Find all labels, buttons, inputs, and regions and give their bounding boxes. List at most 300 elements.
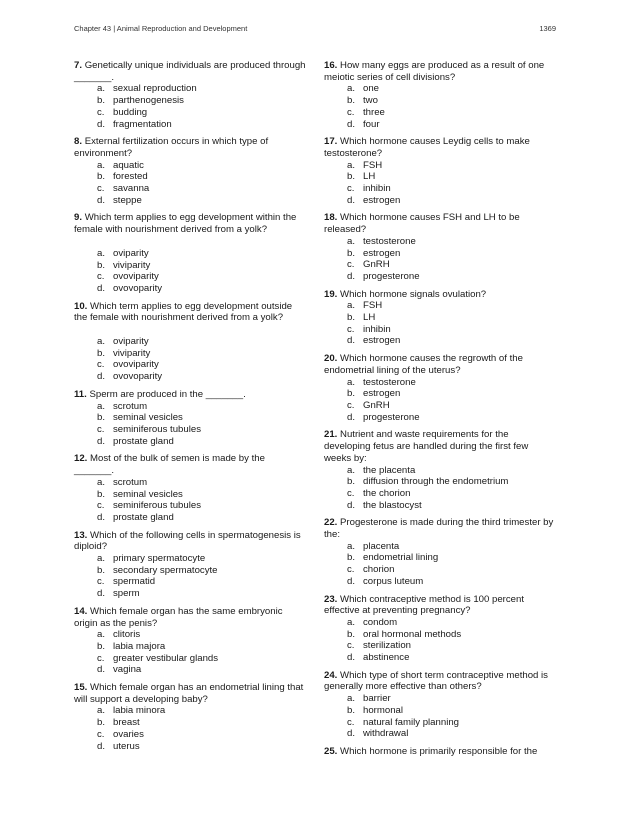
option-text: viviparity	[113, 259, 151, 271]
answer-option	[97, 195, 306, 207]
option-text: the blastocyst	[363, 499, 422, 511]
option-letter: d.	[97, 282, 106, 294]
question-number: 8.	[74, 136, 83, 148]
answer-option	[347, 236, 556, 248]
answer-option	[347, 312, 556, 324]
question-item	[324, 136, 556, 206]
question-item	[324, 60, 556, 130]
question-text: Nutrient and waste requirements for the developing fetus are handled during the first few weeks by:	[324, 429, 529, 464]
answer-option	[347, 195, 556, 207]
option-letter: b.	[347, 552, 356, 564]
option-text: barrier	[363, 693, 391, 705]
answer-option	[97, 553, 306, 565]
question-stem	[74, 606, 306, 629]
option-letter: a.	[97, 400, 106, 412]
option-text: progesterone	[363, 411, 420, 423]
option-letter: a.	[347, 376, 356, 388]
question-item	[324, 517, 556, 587]
option-text: scrotum	[113, 476, 148, 488]
option-text: parthenogenesis	[113, 95, 184, 107]
option-letter: a.	[97, 83, 106, 95]
right-column	[324, 60, 556, 764]
question-item	[74, 389, 306, 448]
answer-options	[324, 83, 556, 130]
question-text: Which hormone causes Leydig cells to make testosterone?	[324, 136, 530, 159]
answer-option	[347, 160, 556, 172]
answer-option	[347, 717, 556, 729]
answer-option	[97, 489, 306, 501]
question-stem	[74, 682, 306, 705]
option-letter: b.	[97, 347, 106, 359]
option-text: secondary spermatocyte	[113, 564, 218, 576]
option-letter: c.	[97, 576, 105, 588]
option-letter: a.	[97, 705, 106, 717]
answer-option	[97, 424, 306, 436]
option-letter: a.	[97, 159, 106, 171]
question-item	[74, 301, 306, 383]
option-text: labia majora	[113, 640, 166, 652]
option-letter: a.	[347, 616, 356, 628]
option-text: two	[363, 95, 378, 107]
option-letter: a.	[347, 83, 356, 95]
question-item	[324, 212, 556, 282]
answer-option	[347, 171, 556, 183]
option-text: progesterone	[363, 270, 420, 282]
answer-option	[347, 259, 556, 271]
answer-option	[347, 335, 556, 347]
answer-option	[97, 588, 306, 600]
answer-option	[347, 564, 556, 576]
answer-option	[97, 512, 306, 524]
option-letter: b.	[347, 95, 356, 107]
option-text: estrogen	[363, 194, 401, 206]
question-item	[74, 682, 306, 752]
answer-option	[97, 171, 306, 183]
question-stem	[74, 453, 306, 476]
question-text: Which female organ has an endometrial lining that will support a developing baby?	[74, 682, 304, 705]
question-text: Genetically unique individuals are produced through _______.	[74, 60, 306, 83]
option-text: GnRH	[363, 399, 390, 411]
answer-option	[97, 477, 306, 489]
question-stem	[324, 212, 556, 235]
answer-option	[97, 83, 306, 95]
answer-option	[347, 640, 556, 652]
question-item	[324, 289, 556, 348]
question-item	[74, 530, 306, 600]
question-stem	[324, 746, 556, 758]
option-text: sperm	[113, 588, 140, 600]
question-text: Which hormone signals ovulation?	[340, 288, 487, 300]
option-text: seminiferous tubules	[113, 423, 201, 435]
option-letter: c.	[97, 728, 105, 740]
question-number: 9.	[74, 212, 83, 224]
answer-options	[74, 248, 306, 295]
option-text: FSH	[363, 159, 383, 171]
option-letter: b.	[97, 259, 106, 271]
option-letter: c.	[347, 259, 355, 271]
answer-option	[347, 119, 556, 131]
option-letter: c.	[347, 716, 355, 728]
option-text: breast	[113, 717, 140, 729]
option-letter: d.	[347, 728, 356, 740]
answer-options	[324, 541, 556, 588]
option-letter: b.	[347, 628, 356, 640]
question-number: 21.	[324, 429, 338, 441]
question-stem	[74, 212, 306, 235]
question-text: Which of the following cells in spermatogenesis is diploid?	[74, 529, 301, 553]
option-text: uterus	[113, 740, 140, 752]
answer-option	[97, 729, 306, 741]
answer-option	[97, 260, 306, 272]
option-text: three	[363, 106, 385, 118]
option-letter: d.	[347, 335, 356, 347]
answer-option	[97, 160, 306, 172]
answer-option	[97, 248, 306, 260]
option-letter: d.	[97, 118, 106, 130]
answer-option	[97, 371, 306, 383]
option-text: prostate gland	[113, 511, 174, 523]
answer-option	[97, 271, 306, 283]
answer-options	[74, 553, 306, 600]
option-letter: b.	[347, 388, 356, 400]
option-letter: a.	[347, 300, 356, 312]
option-text: corpus luteum	[363, 575, 424, 587]
answer-options	[324, 693, 556, 740]
question-text: How many eggs are produced as a result of one meiotic series of cell divisions?	[324, 60, 545, 83]
question-text: External fertilization occurs in which type of environment?	[74, 136, 269, 159]
question-number: 15.	[74, 682, 88, 694]
option-letter: d.	[347, 118, 356, 130]
option-letter: d.	[97, 435, 106, 447]
option-text: hormonal	[363, 704, 403, 716]
option-text: aquatic	[113, 159, 144, 171]
option-letter: b.	[97, 717, 106, 729]
option-letter: c.	[347, 106, 355, 118]
option-letter: b.	[97, 95, 106, 107]
question-item	[324, 429, 556, 511]
option-letter: c.	[347, 487, 355, 499]
option-letter: d.	[347, 270, 356, 282]
answer-option	[347, 629, 556, 641]
answer-option	[347, 300, 556, 312]
answer-option	[347, 541, 556, 553]
option-letter: a.	[347, 540, 356, 552]
question-stem	[74, 389, 306, 401]
question-text: Which contraceptive method is 100 percent effective at preventing pregnancy?	[324, 593, 524, 617]
option-text: chorion	[363, 564, 395, 576]
option-text: endometrial lining	[363, 552, 439, 564]
option-letter: d.	[347, 411, 356, 423]
answer-option	[97, 500, 306, 512]
option-text: labia minora	[113, 705, 166, 717]
answer-option	[97, 412, 306, 424]
question-number: 22.	[324, 517, 338, 529]
answer-options	[324, 465, 556, 512]
option-text: fragmentation	[113, 118, 172, 130]
option-text: the placenta	[363, 464, 416, 476]
answer-option	[347, 652, 556, 664]
question-number: 12.	[74, 453, 88, 465]
left-column	[74, 60, 306, 758]
answer-option	[347, 400, 556, 412]
answer-option	[97, 107, 306, 119]
answer-option	[347, 388, 556, 400]
answer-option	[97, 717, 306, 729]
answer-option	[347, 324, 556, 336]
answer-option	[97, 336, 306, 348]
option-text: ovovoparity	[113, 371, 163, 383]
answer-options	[74, 83, 306, 130]
question-text: Which hormone causes FSH and LH to be released?	[324, 212, 520, 236]
answer-option	[97, 359, 306, 371]
answer-option	[347, 552, 556, 564]
answer-option	[347, 83, 556, 95]
question-text: Most of the bulk of semen is made by the _______.	[74, 453, 265, 477]
answer-option	[347, 617, 556, 629]
question-number: 16.	[324, 60, 338, 71]
answer-option	[347, 183, 556, 195]
option-letter: d.	[97, 740, 106, 752]
option-letter: a.	[347, 693, 356, 705]
answer-option	[347, 476, 556, 488]
option-text: estrogen	[363, 388, 401, 400]
option-text: vagina	[113, 664, 142, 676]
chapter-title: Chapter 43 | Animal Reproduction and Development	[74, 24, 248, 33]
question-number: 20.	[324, 353, 338, 365]
question-number: 14.	[74, 605, 88, 617]
option-text: LH	[363, 171, 376, 183]
question-stem	[324, 60, 556, 83]
question-text: Sperm are produced in the _______.	[89, 388, 246, 400]
option-letter: b.	[97, 171, 106, 183]
option-text: FSH	[363, 300, 383, 312]
question-item	[324, 670, 556, 740]
option-text: prostate gland	[113, 435, 174, 447]
option-letter: b.	[347, 476, 356, 488]
option-letter: a.	[347, 159, 356, 171]
question-stem	[74, 60, 306, 83]
question-text: Which female organ has the same embryonic origin as the penis?	[74, 605, 283, 629]
option-letter: d.	[347, 652, 356, 664]
option-letter: d.	[347, 194, 356, 206]
question-number: 24.	[324, 669, 338, 681]
page-number: 1369	[539, 24, 556, 33]
option-letter: c.	[347, 399, 355, 411]
option-text: ovoviparity	[113, 359, 159, 371]
answer-option	[97, 705, 306, 717]
question-stem	[324, 517, 556, 540]
question-number: 19.	[324, 288, 338, 300]
answer-option	[97, 641, 306, 653]
answer-option	[97, 629, 306, 641]
option-text: inhibin	[363, 183, 391, 195]
option-text: budding	[113, 106, 148, 118]
option-letter: c.	[347, 640, 355, 652]
option-text: spermatid	[113, 576, 156, 588]
question-stem	[324, 429, 556, 464]
option-text: ovoviparity	[113, 271, 159, 283]
answer-option	[97, 119, 306, 131]
option-text: seminal vesicles	[113, 412, 183, 424]
option-text: oral hormonal methods	[363, 628, 462, 640]
question-stem	[324, 289, 556, 301]
option-letter: d.	[347, 575, 356, 587]
question-text: Progesterone is made during the third trimester by the:	[324, 517, 554, 541]
option-letter: d.	[347, 499, 356, 511]
question-item	[74, 136, 306, 206]
option-text: inhibin	[363, 323, 391, 335]
question-number: 11.	[74, 388, 87, 400]
question-text: Which term applies to egg development outside the female with nourishment derived from a yolk?	[74, 300, 293, 324]
answer-option	[347, 107, 556, 119]
answer-options	[74, 401, 306, 448]
option-text: ovovoparity	[113, 282, 163, 294]
option-letter: c.	[97, 652, 105, 664]
option-letter: c.	[97, 359, 105, 371]
question-item	[324, 594, 556, 664]
answer-options	[74, 705, 306, 752]
question-text: Which term applies to egg development within the female with nourishment derived from a yolk?	[74, 212, 297, 236]
answer-option	[347, 693, 556, 705]
answer-options	[74, 629, 306, 676]
option-letter: b.	[347, 247, 356, 259]
answer-option	[347, 465, 556, 477]
question-number: 25.	[324, 745, 338, 757]
question-number: 13.	[74, 529, 88, 541]
answer-option	[97, 436, 306, 448]
option-letter: a.	[97, 247, 106, 259]
option-letter: a.	[347, 235, 356, 247]
answer-option	[347, 412, 556, 424]
page-header	[74, 24, 556, 33]
option-text: four	[363, 118, 380, 130]
option-text: condom	[363, 616, 398, 628]
answer-option	[347, 576, 556, 588]
answer-options	[324, 236, 556, 283]
question-item	[324, 353, 556, 423]
answer-option	[97, 348, 306, 360]
option-text: diffusion through the endometrium	[363, 476, 509, 488]
option-letter: c.	[97, 500, 105, 512]
answer-option	[347, 488, 556, 500]
option-text: oviparity	[113, 336, 149, 348]
answer-option	[347, 248, 556, 260]
question-number: 10.	[74, 300, 88, 312]
answer-option	[97, 183, 306, 195]
option-text: seminal vesicles	[113, 488, 183, 500]
question-text: Which hormone is primarily responsible for the	[340, 745, 538, 757]
option-letter: c.	[97, 106, 105, 118]
option-letter: a.	[97, 553, 106, 565]
answer-options	[324, 377, 556, 424]
answer-option	[347, 705, 556, 717]
question-stem	[74, 136, 306, 159]
option-letter: a.	[347, 464, 356, 476]
option-text: sexual reproduction	[113, 83, 197, 95]
option-letter: b.	[97, 488, 106, 500]
option-letter: c.	[97, 271, 105, 283]
option-text: testosterone	[363, 376, 416, 388]
option-text: abstinence	[363, 652, 410, 664]
option-text: the chorion	[363, 487, 411, 499]
question-stem	[324, 594, 556, 617]
answer-option	[97, 95, 306, 107]
option-letter: d.	[97, 511, 106, 523]
question-item	[74, 606, 306, 676]
answer-option	[347, 95, 556, 107]
question-item	[324, 746, 556, 758]
answer-options	[324, 160, 556, 207]
option-letter: d.	[97, 194, 106, 206]
option-letter: b.	[347, 312, 356, 324]
answer-options	[74, 477, 306, 524]
option-text: steppe	[113, 194, 142, 206]
option-letter: b.	[347, 171, 356, 183]
option-letter: b.	[97, 412, 106, 424]
option-text: primary spermatocyte	[113, 553, 206, 565]
question-text: Which hormone causes the regrowth of the endometrial lining of the uterus?	[324, 353, 523, 376]
option-letter: a.	[97, 476, 106, 488]
option-text: viviparity	[113, 347, 151, 359]
question-item	[74, 453, 306, 523]
question-number: 23.	[324, 593, 338, 605]
option-letter: c.	[97, 423, 105, 435]
answer-options	[74, 336, 306, 383]
answer-option	[97, 664, 306, 676]
option-text: forested	[113, 171, 148, 183]
option-letter: a.	[97, 336, 106, 348]
option-text: estrogen	[363, 335, 401, 347]
answer-options	[324, 300, 556, 347]
answer-options	[74, 160, 306, 207]
option-text: seminiferous tubules	[113, 500, 201, 512]
answer-option	[97, 653, 306, 665]
option-text: testosterone	[363, 235, 416, 247]
option-text: estrogen	[363, 247, 401, 259]
option-text: LH	[363, 312, 376, 324]
option-letter: c.	[347, 323, 355, 335]
option-text: one	[363, 83, 380, 95]
option-text: natural family planning	[363, 716, 459, 728]
option-letter: d.	[97, 588, 106, 600]
option-text: withdrawal	[363, 728, 409, 740]
option-text: sterilization	[363, 640, 411, 652]
option-letter: b.	[97, 564, 106, 576]
question-stem	[324, 670, 556, 693]
answer-option	[347, 271, 556, 283]
option-letter: c.	[347, 564, 355, 576]
option-text: ovaries	[113, 728, 144, 740]
option-text: oviparity	[113, 247, 149, 259]
question-stem	[74, 530, 306, 553]
answer-option	[97, 401, 306, 413]
question-number: 17.	[324, 136, 338, 148]
answer-option	[347, 377, 556, 389]
question-stem	[324, 353, 556, 376]
answer-options	[324, 617, 556, 664]
question-item	[74, 212, 306, 294]
option-text: scrotum	[113, 400, 148, 412]
option-text: savanna	[113, 183, 150, 195]
question-number: 7.	[74, 60, 83, 71]
option-text: placenta	[363, 540, 400, 552]
question-item	[74, 60, 306, 130]
answer-option	[97, 565, 306, 577]
option-text: GnRH	[363, 259, 390, 271]
option-text: greater vestibular glands	[113, 652, 219, 664]
option-letter: b.	[97, 640, 106, 652]
option-letter: b.	[347, 704, 356, 716]
